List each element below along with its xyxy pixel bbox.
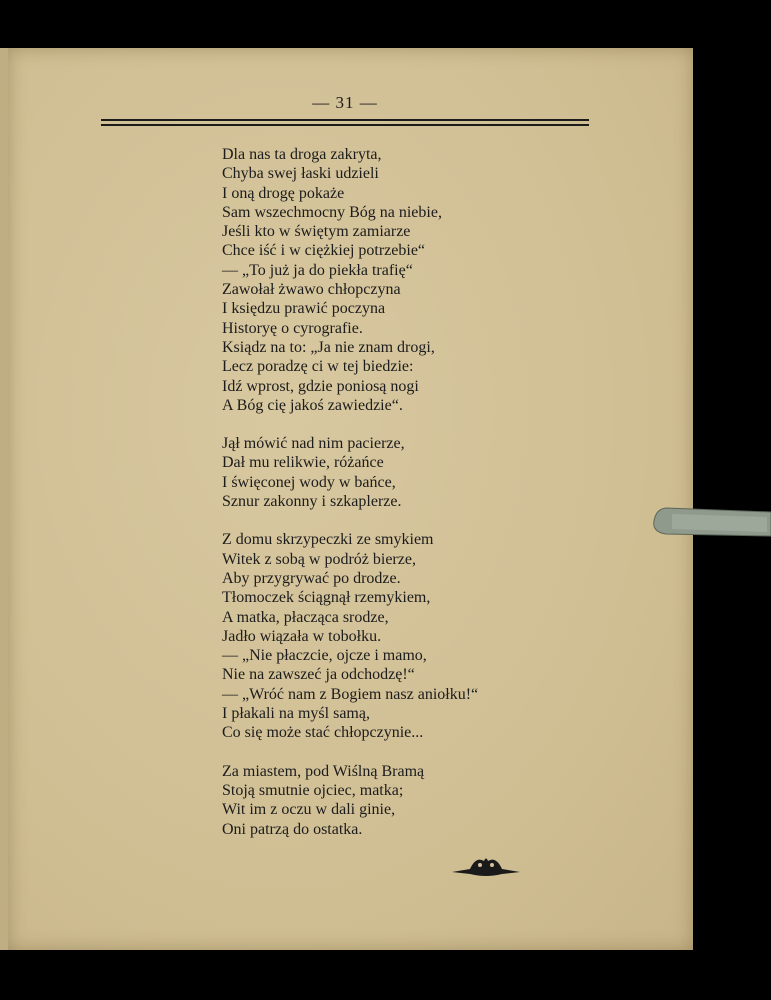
poem-line: Dał mu relikwie, różańce — [222, 454, 384, 472]
poem-line: Chyba swej łaski udzieli — [222, 165, 379, 183]
stanza — [222, 530, 552, 742]
poem-line: Chce iść i w ciężkiej potrzebie“ — [222, 242, 426, 260]
poem-line: Ksiądz na to: „Ja nie znam drogi, — [222, 338, 435, 356]
poem-line: — „Nie płaczcie, ojcze i mamo, — [222, 647, 427, 665]
poem-line: Za miastem, pod Wiślną Bramą — [222, 762, 425, 780]
poem-line: Oni patrzą do ostatka. — [222, 820, 363, 838]
poem-line: Historyę o cyrografie. — [222, 319, 363, 337]
poem-line: Jął mówić nad nim pacierze, — [222, 435, 405, 453]
poem-line: Zawołał żwawo chłopczyna — [222, 281, 401, 299]
header-rule-top — [101, 119, 589, 121]
poem-line: Witek z sobą w podróż bierze, — [222, 550, 416, 568]
poem-line: Stoją smutnie ojciec, matka; — [222, 781, 404, 799]
poem-line: Nie na zawszeć ja odchodzę!“ — [222, 666, 415, 684]
poem-line: Aby przygrywać po drodze. — [222, 569, 401, 587]
poem-text — [222, 145, 552, 858]
page-marker-tab — [652, 506, 771, 538]
poem-line: Lecz poradzę ci w tej biedzie: — [222, 358, 414, 376]
stanza — [222, 762, 552, 839]
page-number-header: — 31 — — [312, 93, 378, 112]
poem-line: Idź wprost, gdzie poniosą nogi — [222, 377, 419, 395]
poem-line: Co się może stać chłopczynie... — [222, 724, 424, 742]
poem-line: I księdzu prawić poczyna — [222, 300, 386, 318]
poem-line: — „Wróć nam z Bogiem nasz aniołku!“ — [222, 685, 479, 703]
poem-line: Jeśli kto w świętym zamiarze — [222, 223, 411, 241]
stanza — [222, 434, 552, 511]
ornament-tailpiece-icon — [450, 852, 522, 878]
poem-line: I święconej wody w bańce, — [222, 473, 396, 491]
poem-line: I płakali na myśl samą, — [222, 705, 370, 723]
poem-line: Jadło wiązała w tobołku. — [222, 627, 382, 645]
poem-line: A matka, płacząca srodze, — [222, 608, 389, 626]
poem-line: Sznur zakonny i szkaplerze. — [222, 493, 402, 511]
poem-line: — „To już ja do piekła trafię“ — [222, 261, 413, 279]
poem-line: I oną drogę pokaże — [222, 184, 345, 202]
stanza — [222, 145, 552, 415]
poem-line: Sam wszechmocny Bóg na niebie, — [222, 203, 442, 221]
poem-line: A Bóg cię jakoś zawiedzie“. — [222, 396, 403, 414]
poem-line: Tłomoczek ściągnął rzemykiem, — [222, 589, 431, 607]
poem-line: Z domu skrzypeczki ze smykiem — [222, 531, 434, 549]
header-rule-bottom — [101, 124, 589, 126]
poem-line: Wit im z oczu w dali ginie, — [222, 801, 396, 819]
poem-line: Dla nas ta droga zakryta, — [222, 146, 382, 163]
